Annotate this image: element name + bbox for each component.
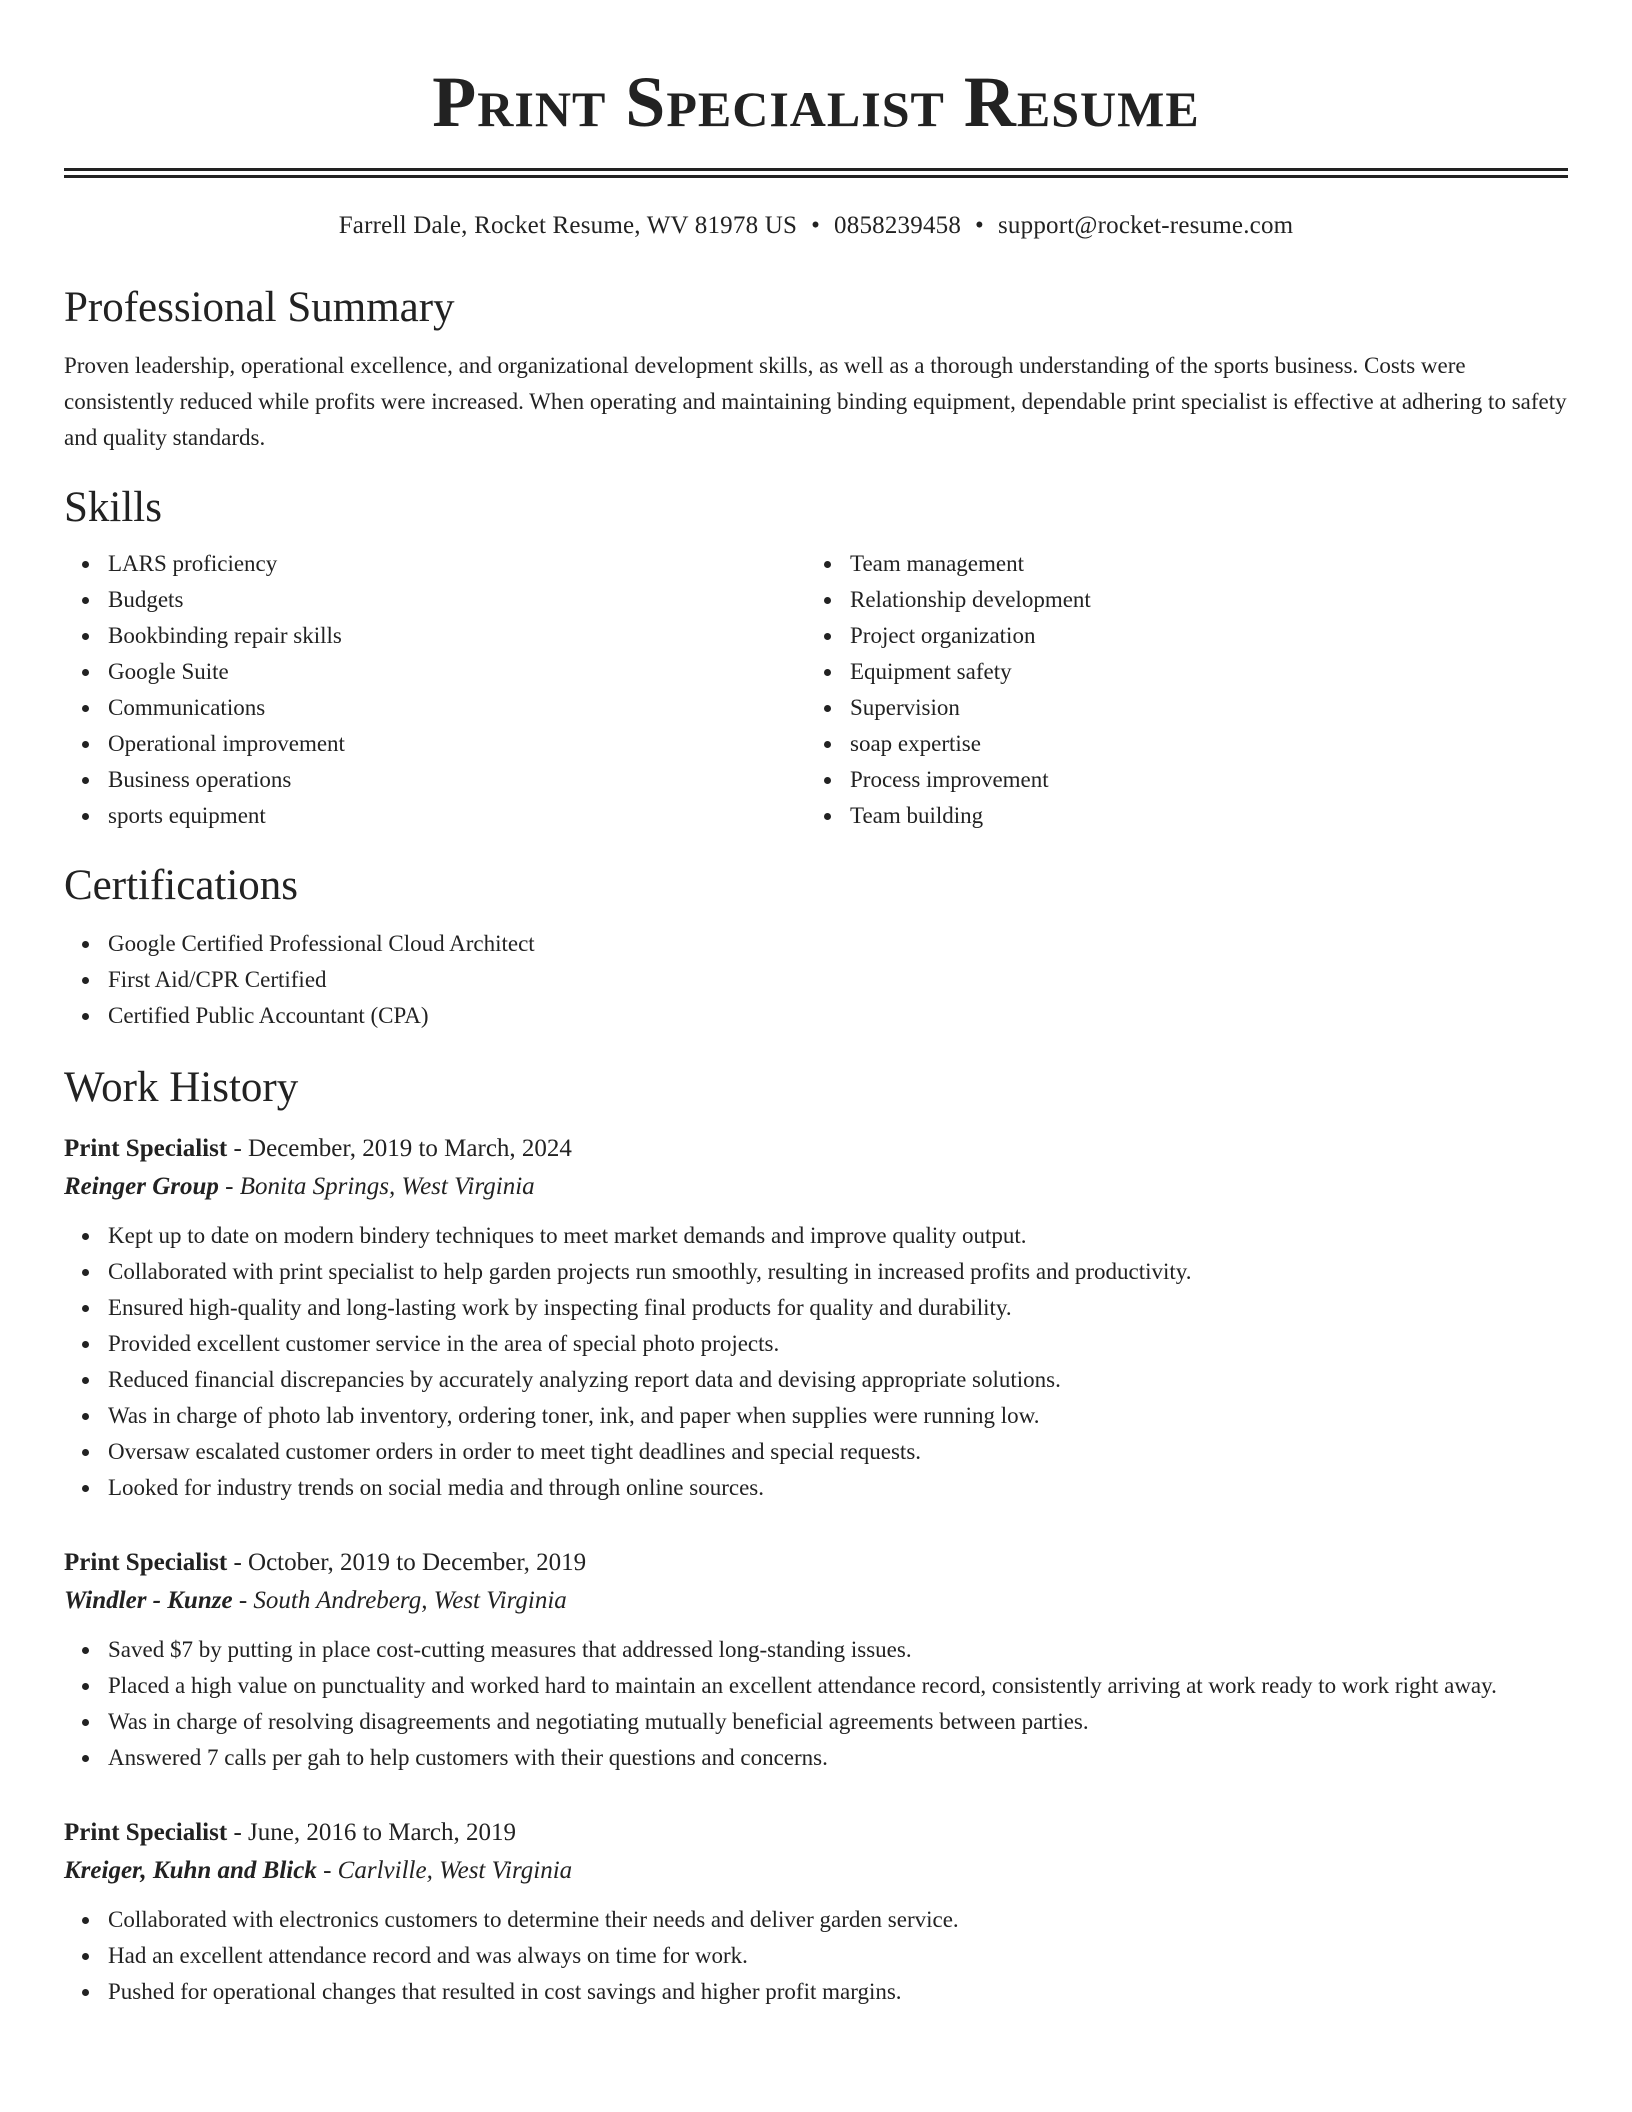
skill-item: Project organization xyxy=(850,618,1548,654)
certifications-section xyxy=(64,860,1568,1034)
job-title: Print Specialist xyxy=(64,1819,228,1846)
job-title: Print Specialist xyxy=(64,1549,228,1576)
job-bullet: Kept up to date on modern bindery techniques to meet market demands and improve quality output. xyxy=(108,1218,1568,1254)
skill-item: Google Suite xyxy=(108,654,806,690)
job-bullet: Was in charge of photo lab inventory, ordering toner, ink, and paper when supplies were running low. xyxy=(108,1398,1568,1434)
job-bullet: Oversaw escalated customer orders in order to meet tight deadlines and special requests. xyxy=(108,1434,1568,1470)
skill-item: Operational improvement xyxy=(108,726,806,762)
section-heading: Certifications xyxy=(64,862,299,909)
job-bullets-list xyxy=(64,1902,1568,2010)
job-bullet: Provided excellent customer service in the area of special photo projects. xyxy=(108,1326,1568,1362)
job-dates: - June, 2016 to March, 2019 xyxy=(233,1819,517,1846)
company-name: Kreiger, Kuhn and Blick xyxy=(64,1857,317,1884)
company-location: - South Andreberg, West Virginia xyxy=(238,1587,567,1614)
job-bullet: Collaborated with electronics customers to determine their needs and deliver garden service. xyxy=(108,1902,1568,1938)
job-entry xyxy=(64,1544,1568,1776)
job-bullet: Looked for industry trends on social media and through online sources. xyxy=(108,1470,1568,1506)
skill-item: Equipment safety xyxy=(850,654,1548,690)
certifications-list xyxy=(64,926,1568,1034)
jobs-container xyxy=(64,1130,1568,2010)
skill-item: Supervision xyxy=(850,690,1548,726)
job-bullets-list xyxy=(64,1632,1568,1776)
skills-column-right xyxy=(806,546,1548,834)
company-line xyxy=(64,1168,1568,1206)
job-bullet: Reduced financial discrepancies by accurately analyzing report data and devising appropriate solutions. xyxy=(108,1362,1568,1398)
job-title-line xyxy=(64,1544,1568,1582)
skill-item: Bookbinding repair skills xyxy=(108,618,806,654)
summary-text: Proven leadership, operational excellence, and organizational development skills, as well as a thorough understanding of the sports business. Costs were consistently reduced while profits were increased. When operating and maintaining binding equipment, dependable print specialist is effective at adhering to safety and quality standards. xyxy=(64,353,1567,450)
contact-address: Farrell Dale, Rocket Resume, WV 81978 US xyxy=(338,212,798,239)
company-name: Reinger Group xyxy=(64,1173,219,1200)
skill-item: Communications xyxy=(108,690,806,726)
job-entry xyxy=(64,1814,1568,2010)
skills-list xyxy=(806,546,1548,834)
job-dates: - October, 2019 to December, 2019 xyxy=(233,1549,587,1576)
skill-item: sports equipment xyxy=(108,798,806,834)
skill-item: Budgets xyxy=(108,582,806,618)
section-heading: Professional Summary xyxy=(64,284,455,331)
skills-list xyxy=(64,546,806,834)
professional-summary-section xyxy=(64,282,1568,456)
job-bullet: Saved $7 by putting in place cost-cutting measures that addressed long-standing issues. xyxy=(108,1632,1568,1668)
contact-email: support@rocket-resume.com xyxy=(998,212,1294,239)
contact-phone: 0858239458 xyxy=(834,212,962,239)
skill-item: LARS proficiency xyxy=(108,546,806,582)
company-location: - Carlville, West Virginia xyxy=(323,1857,573,1884)
title-divider xyxy=(64,168,1568,178)
skill-item: soap expertise xyxy=(850,726,1548,762)
skills-column-left xyxy=(64,546,806,834)
contact-line xyxy=(64,210,1568,242)
company-name: Windler - Kunze xyxy=(64,1587,233,1614)
job-entry xyxy=(64,1130,1568,1506)
job-bullet: Answered 7 calls per gah to help customers with their questions and concerns. xyxy=(108,1740,1568,1776)
job-title-line xyxy=(64,1814,1568,1852)
company-location: - Bonita Springs, West Virginia xyxy=(225,1173,535,1200)
skill-item: Team management xyxy=(850,546,1548,582)
resume-title: Print Specialist Resume xyxy=(432,62,1200,142)
certification-item: Google Certified Professional Cloud Architect xyxy=(108,926,1568,962)
job-bullet: Collaborated with print specialist to help garden projects run smoothly, resulting in increased profits and productivity. xyxy=(108,1254,1568,1290)
job-bullets-list xyxy=(64,1218,1568,1506)
job-title-line xyxy=(64,1130,1568,1168)
skills-section xyxy=(64,482,1568,834)
certification-item: First Aid/CPR Certified xyxy=(108,962,1568,998)
skills-grid xyxy=(64,546,1568,834)
certification-item: Certified Public Accountant (CPA) xyxy=(108,998,1568,1034)
section-heading: Work History xyxy=(64,1064,299,1111)
contact-separator: • xyxy=(975,212,984,239)
job-bullet: Placed a high value on punctuality and worked hard to maintain an excellent attendance record, consistently arriving at work ready to work right away. xyxy=(108,1668,1568,1704)
job-bullet: Had an excellent attendance record and was always on time for work. xyxy=(108,1938,1568,1974)
skill-item: Process improvement xyxy=(850,762,1548,798)
job-bullet: Pushed for operational changes that resulted in cost savings and higher profit margins. xyxy=(108,1974,1568,2010)
job-title: Print Specialist xyxy=(64,1135,228,1162)
section-heading: Skills xyxy=(64,484,162,531)
contact-separator: • xyxy=(811,212,821,239)
skill-item: Business operations xyxy=(108,762,806,798)
skill-item: Relationship development xyxy=(850,582,1548,618)
job-bullet: Ensured high-quality and long-lasting work by inspecting final products for quality and durability. xyxy=(108,1290,1568,1326)
job-bullet: Was in charge of resolving disagreements and negotiating mutually beneficial agreements between parties. xyxy=(108,1704,1568,1740)
company-line xyxy=(64,1852,1568,1890)
skill-item: Team building xyxy=(850,798,1548,834)
company-line xyxy=(64,1582,1568,1620)
work-history-section xyxy=(64,1062,1568,2010)
job-dates: - December, 2019 to March, 2024 xyxy=(233,1135,572,1162)
